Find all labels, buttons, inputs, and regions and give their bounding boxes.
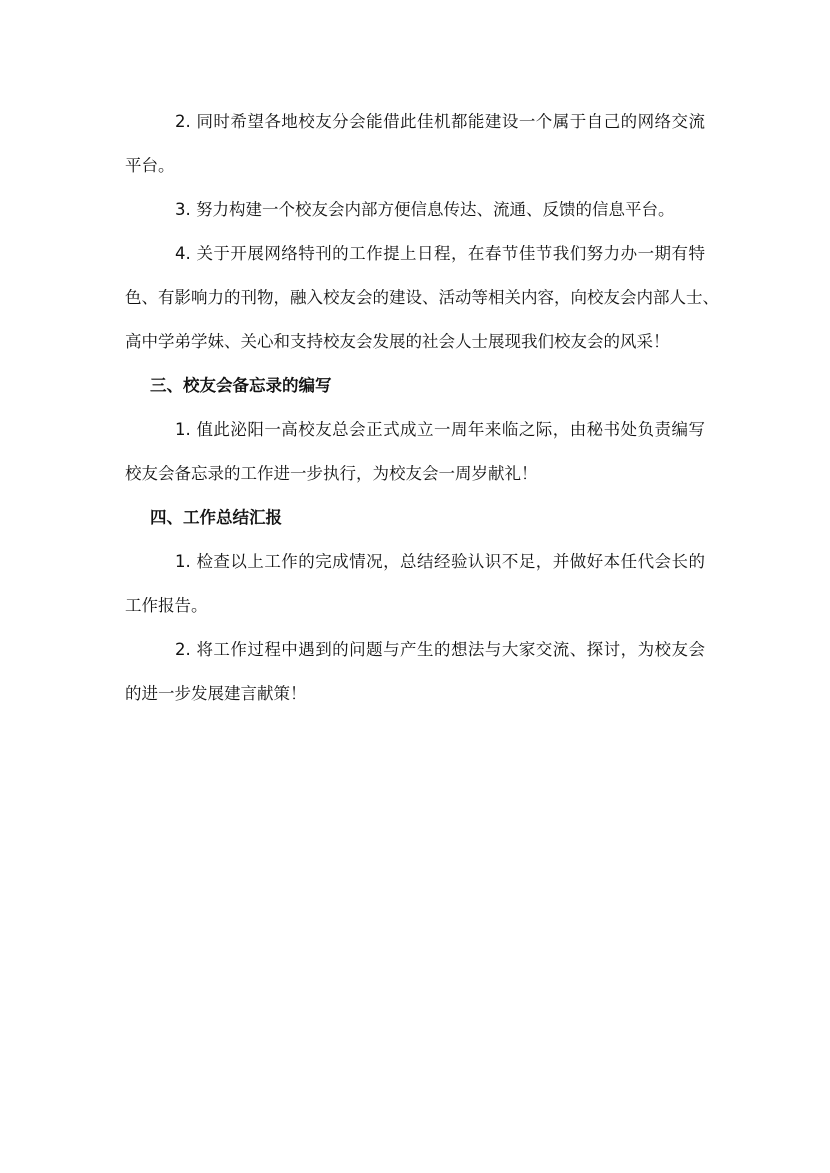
document-page [125,100,719,716]
paragraph-line: 4. 关于开展网络特刊的工作提上日程，在春节佳节我们努力办一期有特 [175,244,705,263]
paragraph-line: 2. 将工作过程中遇到的问题与产生的想法与大家交流、探讨，为校友会 [175,640,705,659]
paragraph [125,232,719,364]
paragraph-line: 2. 同时希望各地校友分会能借此佳机都能建设一个属于自己的网络交流 [175,112,705,131]
paragraph-line: 色、有影响力的刊物，融入校友会的建设、活动等相关内容，向校友会内部人士、 [125,288,719,307]
paragraph [125,100,705,188]
paragraph-line: 高中学弟学妹、关心和支持校友会发展的社会人士展现我们校友会的风采！ [125,332,670,351]
section-heading: 四、工作总结汇报 [150,508,282,527]
section-heading: 三、校友会备忘录的编写 [150,376,332,395]
paragraph-line: 校友会备忘录的工作进一步执行，为校友会一周岁献礼！ [125,464,538,483]
paragraph-line: 平台。 [125,156,175,175]
paragraph [125,628,705,716]
paragraph [125,188,705,232]
paragraph [125,540,705,628]
paragraph-line: 1. 值此泌阳一高校友总会正式成立一周年来临之际，由秘书处负责编写 [175,420,705,439]
paragraph [125,408,705,496]
paragraph-line: 1. 检查以上工作的完成情况，总结经验认识不足，并做好本任代会长的 [175,552,705,571]
paragraph-line: 的进一步发展建言献策！ [125,684,307,703]
paragraph-line: 工作报告。 [125,596,208,615]
paragraph-line: 3. 努力构建一个校友会内部方便信息传达、流通、反馈的信息平台。 [175,200,675,219]
